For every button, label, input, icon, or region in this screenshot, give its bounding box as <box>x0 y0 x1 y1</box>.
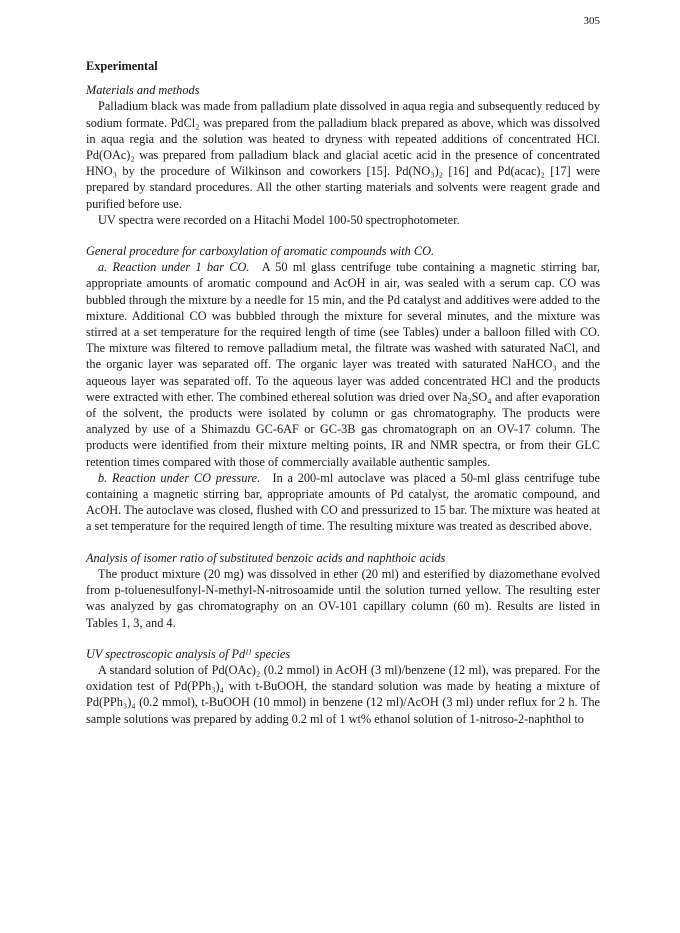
page <box>86 14 600 727</box>
materials-heading: Materials and methods <box>86 83 200 98</box>
section-title: Experimental <box>86 59 158 73</box>
spacer <box>86 631 600 646</box>
spacer <box>86 228 600 243</box>
isomer-analysis-heading: Analysis of isomer ratio of substituted benzoic acids and naphthoic acids <box>86 550 446 565</box>
carboxylation-heading: General procedure for carboxylation of aromatic compounds with CO. <box>86 244 435 259</box>
part-b-text: In a 200-ml autoclave was placed a 50-ml glass centrifuge tube containing a magnetic stirring bar, appropriate amounts of Pd catalyst, the aromatic compound, and AcOH. The autoclave was closed, flushed with CO and pressurized to 15 bar. The mixture was heated at a set temperature for the required length of time. The resulting mixture was treated as described above. <box>86 470 600 534</box>
part-b-label: b. Reaction under CO pressure. <box>98 470 261 485</box>
part-b-paragraph <box>86 470 600 535</box>
uv-analysis-heading: UV spectroscopic analysis of Pdᴵᴵ species <box>86 646 291 661</box>
page-number: 305 <box>583 15 600 27</box>
uv-analysis-paragraph: A standard solution of Pd(OAc)₂ (0.2 mmol) in AcOH (3 ml)/benzene (12 ml), was prepared. For the oxidation test of Pd(PPh₃)₄ with t-BuOOH, the standard solution was made by heating a mixture of Pd(PPh₃)₄ (0.2 mmol), t-BuOOH (10 mmol) in benzene (12 ml)/AcOH (3 ml) under reflux for 2 h. The sample solutions was prepared by adding 0.2 ml of 1 wt% ethanol solution of 1-nitroso-2-naphthol to <box>86 662 600 726</box>
part-a-paragraph <box>86 259 600 470</box>
part-a-text: A 50 ml glass centrifuge tube containing a magnetic stirring bar, appropriate amounts of aromatic compound and AcOH in air, was sealed with a serum cap. CO was bubbled through the mixture by a needle for 15 min, and the Pd catalyst and additives were added to the mixture. Additional CO was bubbled through the mixture for several minutes, and the mixture was stirred at a set temperature for the required length of time (see Tables) under a balloon filled with CO. The mixture was filtered to remove palladium metal, the filtrate was washed with saturated NaCl, and the organic layer was separated off. The organic layer was treated with saturated NaHCO₃ and the aqueous layer was separated off. To the aqueous layer was added concentrated HCl and the products were extracted with ether. The combined ethereal solution was dried over Na₂SO₄ and after evaporation of the solvent, the products were isolated by column or gas chromatography. The products were analyzed by use of a Shimazdu GC-6AF or GC-3B gas chromatograph on an OV-17 column. The products were identified from their mixture melting points, IR and NMR spectra, or from their GLC retention times compared with those of commercially available authentic samples. <box>86 260 600 469</box>
part-a-label: a. Reaction under 1 bar CO. <box>98 260 250 275</box>
materials-paragraph: Palladium black was made from palladium plate dissolved in aqua regia and subsequently reduced by sodium formate. PdCl₂ was prepared from the palladium black prepared as above, which was dissolved in aqua regia and the solution was heated to dryness with repeated additions of concentrated HCl. Pd(OAc)₂ was prepared from palladium black and glacial acetic acid in the presence of concentrated HNO₃ by the procedure of Wilkinson and coworkers [15]. Pd(NO₃)₂ [16] and Pd(acac)₂ [17] were prepared by standard procedures. All the other starting materials and solvents were reagent grade and purified before use. <box>86 99 600 211</box>
spacer <box>86 535 600 550</box>
isomer-analysis-paragraph: The product mixture (20 mg) was dissolved in ether (20 ml) and esterified by diazomethane evolved from p-toluenesulfonyl-N-methyl-N-nitrosoamide until the solution turned yellow. The resulting ester was analyzed by gas chromatography on an OV-101 capillary column (60 m). Results are listed in Tables 1, 3, and 4. <box>86 566 600 630</box>
uv-spectra-paragraph: UV spectra were recorded on a Hitachi Model 100-50 spectrophotometer. <box>98 212 460 227</box>
